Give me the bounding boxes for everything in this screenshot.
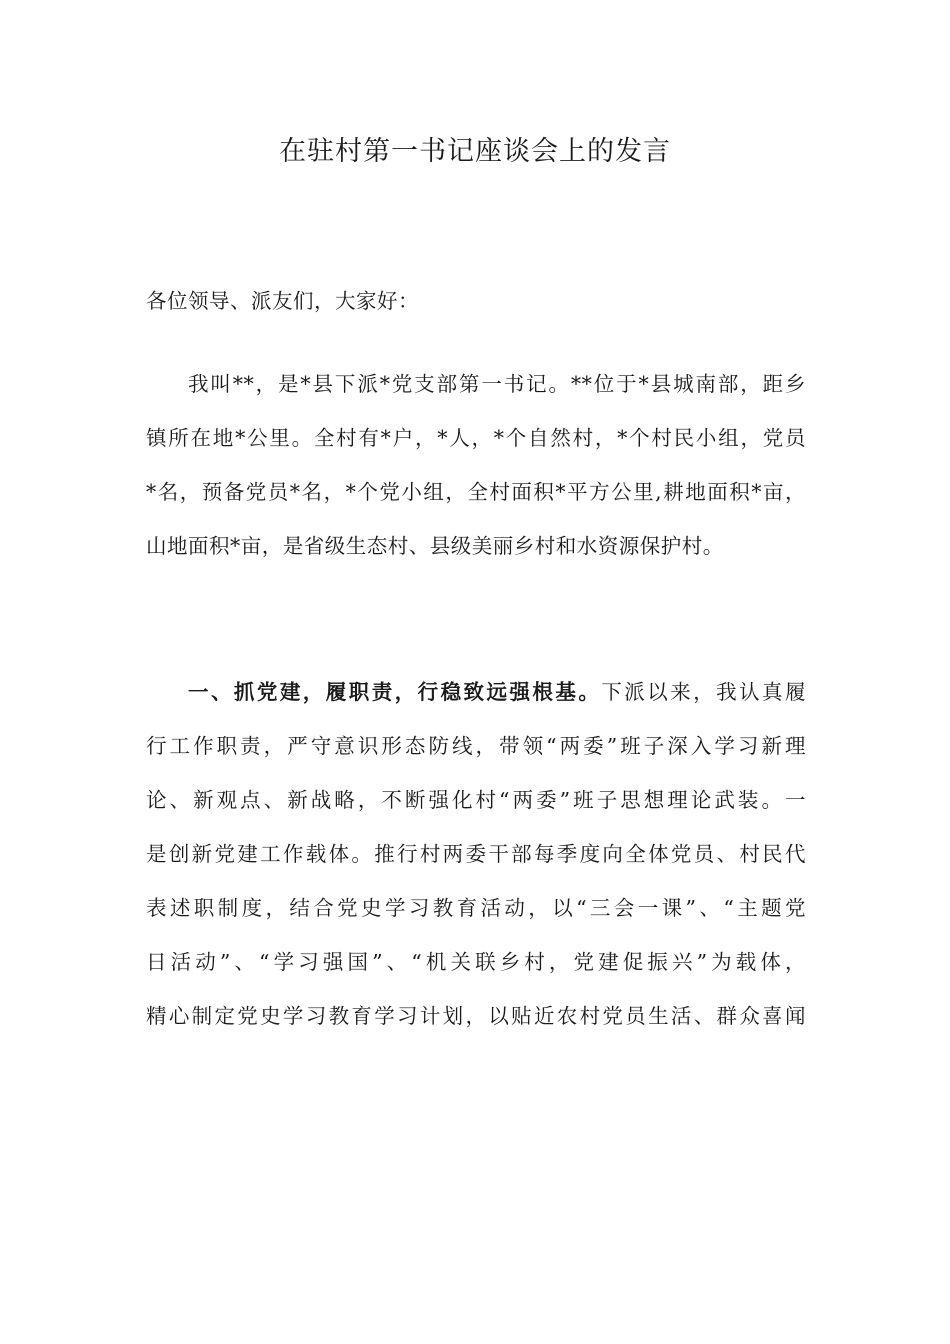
salutation xyxy=(146,274,806,328)
paragraph-line: 表述职制度，结合党史学习教育活动，以“三会一课”、“主题党 xyxy=(146,896,806,920)
paragraph-line-rest: 下派以来，我认真履 xyxy=(601,680,807,704)
document-title: 在驻村第一书记座谈会上的发言 xyxy=(279,136,671,167)
paragraph-line: *名，预备党员*名，*个党小组，全村面积*平方公里,耕地面积*亩， xyxy=(146,480,806,504)
paragraph-line: 镇所在地*公里。全村有*户，*人，*个自然村，*个村民小组，党员 xyxy=(146,426,806,450)
paragraph-party-building xyxy=(146,665,806,1043)
section-heading: 一、抓党建，履职责，行稳致远强根基。 xyxy=(188,680,602,704)
paragraph-line: 精心制定党史学习教育学习计划，以贴近农村党员生活、群众喜闻 xyxy=(146,1004,806,1028)
paragraph-intro xyxy=(146,357,806,573)
salutation-line: 各位领导、派友们，大家好： xyxy=(146,289,419,313)
paragraph-line: 我叫**，是*县下派*党支部第一书记。**位于*县城南部，距乡 xyxy=(188,372,806,396)
paragraph-line: 山地面积*亩，是省级生态村、县级美丽乡村和水资源保护村。 xyxy=(146,534,724,558)
paragraph-line: 论、新观点、新战略，不断强化村“两委”班子思想理论武装。一 xyxy=(146,788,806,812)
paragraph-line: 日活动”、“学习强国”、“机关联乡村，党建促振兴”为载体， xyxy=(146,950,806,974)
paragraph-line xyxy=(146,665,806,719)
paragraph-line: 行工作职责，严守意识形态防线，带领“两委”班子深入学习新理 xyxy=(146,734,806,758)
paragraph-line: 是创新党建工作载体。推行村两委干部每季度向全体党员、村民代 xyxy=(146,842,806,866)
